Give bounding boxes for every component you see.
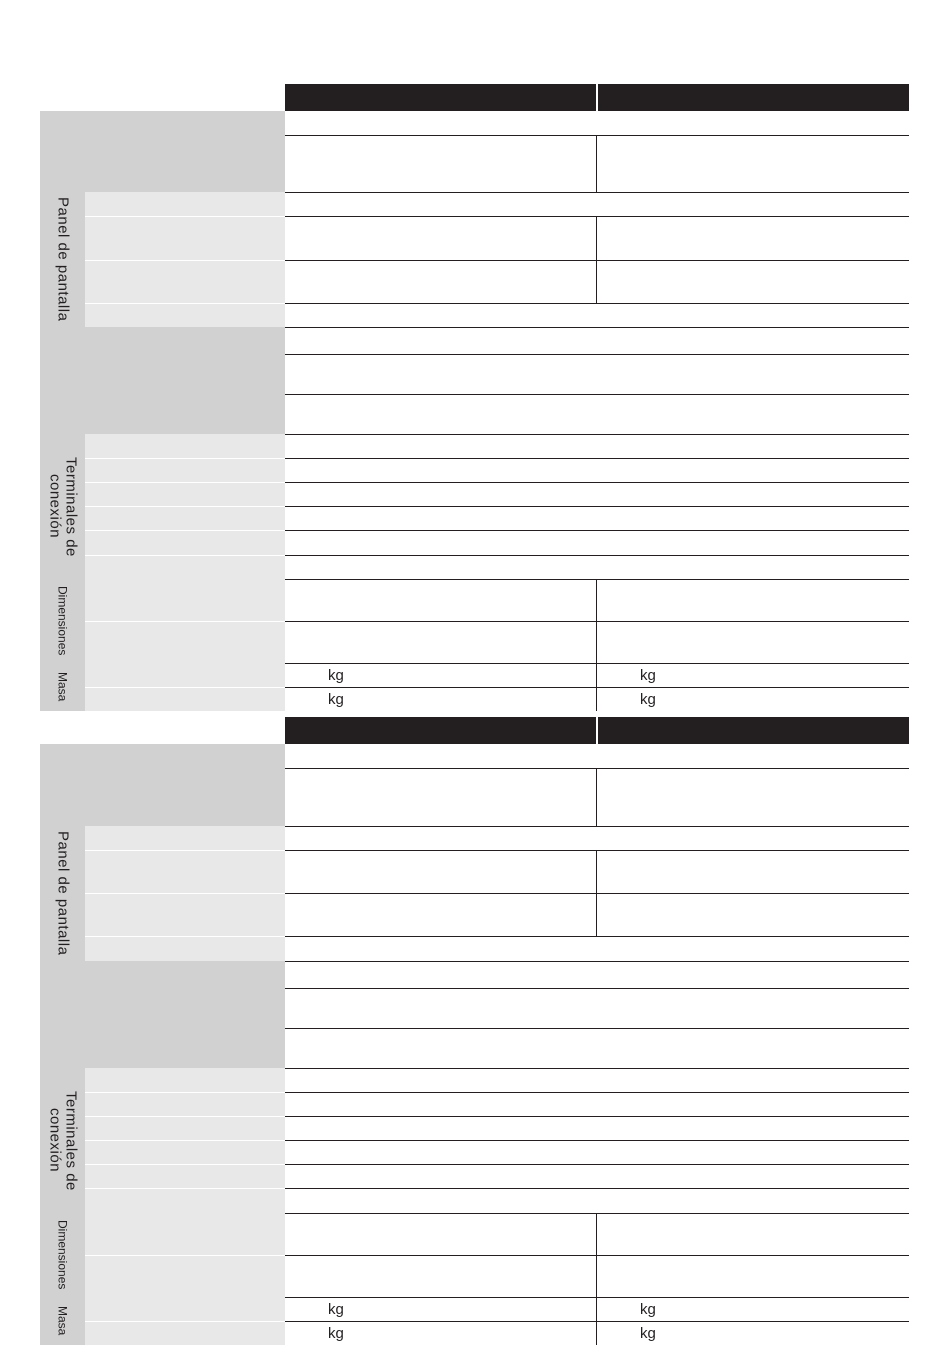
sub-row-divider — [85, 850, 285, 851]
row-divider — [285, 458, 909, 459]
sub-row-divider — [85, 1116, 285, 1117]
mass-unit: kg — [640, 691, 656, 708]
row-divider — [285, 482, 909, 483]
row-divider — [285, 1028, 909, 1029]
row-divider — [285, 579, 909, 580]
sub-row-divider — [85, 893, 285, 894]
sub-row-divider — [85, 1092, 285, 1093]
row-divider — [285, 687, 909, 688]
sub-row-divider — [85, 621, 285, 622]
row-label-cell — [40, 1028, 285, 1068]
sub-row-divider — [85, 216, 285, 217]
group-label-dimensiones: Dimensiones — [55, 1220, 70, 1290]
row-divider — [285, 1140, 909, 1141]
row-label-cell — [40, 961, 285, 988]
mass-unit: kg — [328, 1301, 344, 1318]
sub-row-divider — [85, 555, 285, 556]
sub-row-divider — [85, 936, 285, 937]
sub-row-divider — [85, 1255, 285, 1256]
column-header-model-2 — [598, 717, 909, 744]
sub-row-divider — [85, 687, 285, 688]
sub-row-divider — [85, 1164, 285, 1165]
sub-row-divider — [85, 482, 285, 483]
row-divider — [285, 621, 909, 622]
row-divider — [285, 893, 909, 894]
group-label-terminales: Terminales de conexión — [46, 456, 80, 557]
mass-unit: kg — [328, 1325, 344, 1342]
group-label-masa: Masa — [55, 672, 70, 702]
row-divider — [285, 826, 909, 827]
column-divider — [596, 216, 597, 303]
row-divider — [285, 850, 909, 851]
row-label-cell — [40, 135, 285, 192]
group-label-dimensiones: Dimensiones — [55, 586, 70, 656]
column-divider — [596, 850, 597, 936]
group-label-panel: Panel de pantalla — [54, 197, 72, 322]
mass-unit: kg — [328, 667, 344, 684]
sub-row-divider — [85, 1188, 285, 1189]
row-divider — [285, 327, 909, 328]
column-header-model-2 — [598, 84, 909, 111]
mass-unit: kg — [640, 1301, 656, 1318]
row-divider — [285, 663, 909, 664]
column-divider — [596, 135, 597, 192]
row-divider — [285, 260, 909, 261]
row-label-cell — [40, 744, 285, 768]
group-label-terminales: Terminales de conexión — [46, 1090, 80, 1191]
row-divider — [285, 1213, 909, 1214]
column-header-model-1 — [285, 717, 596, 744]
row-label-cell — [40, 988, 285, 1028]
row-label-cell — [40, 768, 285, 826]
mass-unit: kg — [640, 1325, 656, 1342]
row-divider — [285, 506, 909, 507]
sub-row-divider — [85, 1140, 285, 1141]
row-divider — [285, 216, 909, 217]
sub-row-divider — [85, 1321, 285, 1322]
row-divider — [285, 768, 909, 769]
row-label-cell — [40, 327, 285, 354]
row-divider — [285, 1092, 909, 1093]
row-divider — [285, 1068, 909, 1069]
column-divider — [596, 579, 597, 711]
group-label-panel: Panel de pantalla — [54, 831, 72, 956]
row-divider — [285, 555, 909, 556]
row-divider — [285, 1116, 909, 1117]
row-divider — [285, 394, 909, 395]
row-divider — [285, 530, 909, 531]
sub-row-divider — [85, 260, 285, 261]
row-divider — [285, 1321, 909, 1322]
row-divider — [285, 303, 909, 304]
row-label-cell — [40, 111, 285, 135]
row-divider — [285, 1188, 909, 1189]
row-label-cell — [40, 354, 285, 394]
row-label-cell — [40, 394, 285, 434]
row-divider — [285, 354, 909, 355]
row-divider — [285, 135, 909, 136]
row-divider — [285, 961, 909, 962]
sub-row-divider — [85, 303, 285, 304]
row-divider — [285, 1164, 909, 1165]
mass-unit: kg — [328, 691, 344, 708]
column-divider — [596, 768, 597, 826]
column-header-model-1 — [285, 84, 596, 111]
row-divider — [285, 192, 909, 193]
group-label-masa: Masa — [55, 1306, 70, 1336]
column-divider — [596, 1213, 597, 1345]
row-divider — [285, 434, 909, 435]
row-divider — [285, 1297, 909, 1298]
mass-unit: kg — [640, 667, 656, 684]
row-divider — [285, 988, 909, 989]
row-divider — [285, 936, 909, 937]
sub-row-divider — [85, 506, 285, 507]
sub-row-divider — [85, 530, 285, 531]
sub-row-divider — [85, 458, 285, 459]
row-divider — [285, 1255, 909, 1256]
